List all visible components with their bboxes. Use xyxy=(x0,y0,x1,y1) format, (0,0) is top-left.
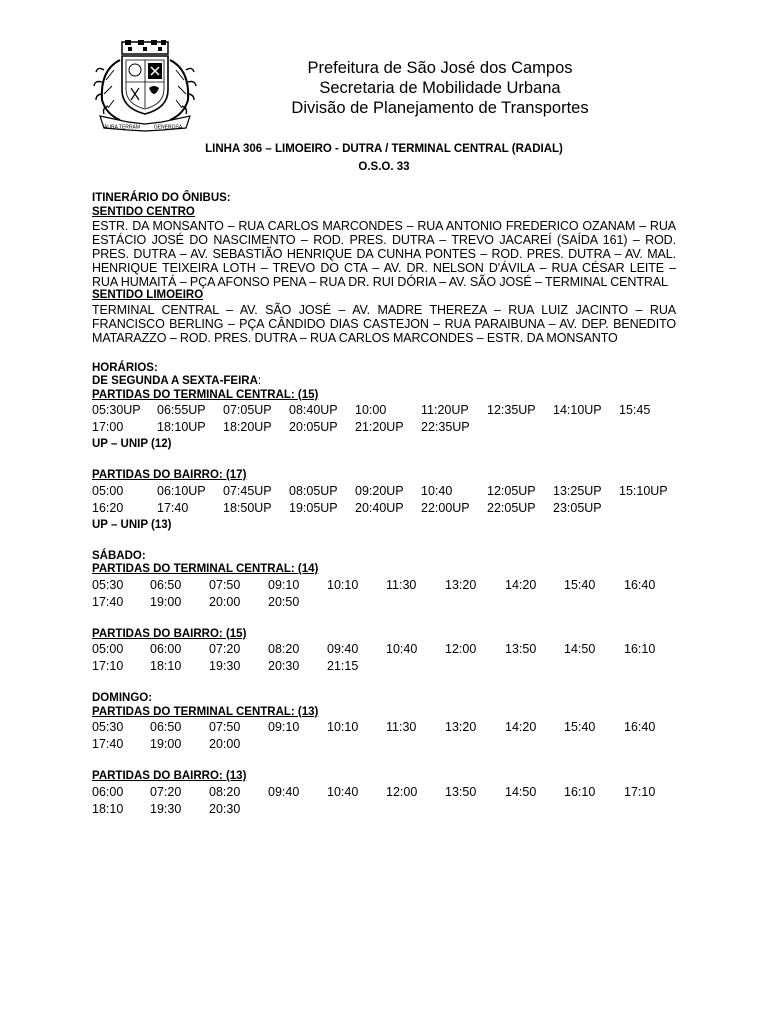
time-cell: 15:40 xyxy=(564,720,596,734)
time-row xyxy=(92,500,676,517)
time-cell: 19:05UP xyxy=(289,500,338,515)
line-title: LINHA 306 – LIMOEIRO - DUTRA / TERMINAL CENTRAL (RADIAL) xyxy=(205,143,563,155)
time-row xyxy=(92,577,676,594)
oso-number: O.S.O. 33 xyxy=(358,161,410,173)
time-cell: 13:20 xyxy=(445,577,477,592)
time-row xyxy=(92,736,676,753)
time-cell: 17:40 xyxy=(92,594,124,609)
time-cell: 16:40 xyxy=(624,577,656,592)
time-cell: 06:00 xyxy=(92,784,124,799)
time-cell: 20:05UP xyxy=(289,420,338,434)
saturday-terminal-heading: PARTIDAS DO TERMINAL CENTRAL: (14) xyxy=(92,563,319,575)
time-row xyxy=(92,719,676,736)
time-cell: 16:40 xyxy=(624,720,656,734)
time-cell: 22:00UP xyxy=(421,500,470,515)
horarios-heading: HORÁRIOS: xyxy=(92,361,158,374)
saturday-bairro-heading: PARTIDAS DO BAIRRO: (15) xyxy=(92,627,247,640)
time-cell: 18:10 xyxy=(92,801,124,816)
time-cell: 20:30 xyxy=(268,659,300,673)
sentido-limoeiro-heading: SENTIDO LIMOEIRO xyxy=(92,289,204,301)
time-row xyxy=(92,483,676,500)
time-cell: 07:05UP xyxy=(223,403,272,417)
time-cell: 06:50 xyxy=(150,720,182,734)
time-row xyxy=(92,784,676,801)
weekday-terminal-heading: PARTIDAS DO TERMINAL CENTRAL: (15) xyxy=(92,388,319,401)
time-cell: 20:00 xyxy=(209,737,241,751)
time-cell: 10:00 xyxy=(355,403,387,417)
time-cell: 10:10 xyxy=(327,720,359,734)
time-cell: 23:05UP xyxy=(553,500,602,515)
time-cell: 15:10UP xyxy=(619,483,668,498)
time-cell: 08:20 xyxy=(209,784,241,799)
weekday-heading-text: DE SEGUNDA A SEXTA-FEIRA xyxy=(92,375,258,387)
time-cell: 07:50 xyxy=(209,720,241,734)
time-cell: 13:25UP xyxy=(553,483,602,498)
time-cell: 14:10UP xyxy=(553,403,602,417)
time-cell: 10:10 xyxy=(327,577,359,592)
time-cell: 09:10 xyxy=(268,720,300,734)
time-cell: 11:20UP xyxy=(421,403,469,417)
time-cell: 22:35UP xyxy=(421,420,470,434)
weekday-heading-colon: : xyxy=(257,375,262,387)
time-cell: 08:05UP xyxy=(289,483,338,498)
sunday-terminal-heading: PARTIDAS DO TERMINAL CENTRAL: (13) xyxy=(92,705,319,718)
time-cell: 21:20UP xyxy=(355,420,404,434)
time-cell: 20:50 xyxy=(268,594,300,609)
sunday-heading: DOMINGO: xyxy=(92,692,153,704)
itinerary-heading: ITINERÁRIO DO ÔNIBUS: xyxy=(92,192,231,204)
time-cell: 14:20 xyxy=(505,720,537,734)
time-cell: 17:10 xyxy=(92,659,124,673)
time-cell: 08:40UP xyxy=(289,403,338,417)
time-cell: 16:10 xyxy=(624,642,656,656)
time-cell: 06:00 xyxy=(150,642,182,656)
crest-motto-right: GENEROSA xyxy=(153,124,183,131)
time-cell: 15:40 xyxy=(564,577,596,592)
weekday-terminal-note: UP – UNIP (12) xyxy=(92,438,172,450)
time-cell: 10:40 xyxy=(421,483,453,498)
time-cell: 09:10 xyxy=(268,577,300,592)
sentido-centro-route: ESTR. DA MONSANTO – RUA CARLOS MARCONDES – RUA ANTONIO FREDERICO OZANAM – RUA ESTÁCIO JOSÉ DO NASCIMENTO – ROD. PRES. DUTRA – TREVO JACAREÍ (SAÍDA 161) – ROD. PRES. DUTRA – AV. SEBASTIÃO HENRIQUE DA CUNHA PONTES – ROD. PRES. DUTRA – AV. MAL. HENRIQUE TEIXEIRA LOTH – TREVO DO CTA – AV. DR. NELSON D'ÁVILA – RUA CÉSAR LEITE – RUA HUMAITÁ – PÇA AFONSO PENA – RUA DR. RUI DÓRIA – AV. SÃO JOSÉ – TERMINAL CENTRAL xyxy=(92,219,676,289)
time-cell: 05:00 xyxy=(92,642,124,656)
time-cell: 11:30 xyxy=(386,720,417,734)
document-body xyxy=(92,192,676,818)
time-cell: 10:40 xyxy=(327,784,359,799)
time-cell: 07:20 xyxy=(209,642,241,656)
time-cell: 07:50 xyxy=(209,577,241,592)
time-cell: 19:00 xyxy=(150,594,182,609)
time-cell: 17:40 xyxy=(157,500,189,515)
municipal-crest-logo xyxy=(92,40,198,132)
time-cell: 13:20 xyxy=(445,720,477,734)
time-cell: 07:20 xyxy=(150,784,182,799)
time-cell: 14:50 xyxy=(505,784,537,799)
time-cell: 12:05UP xyxy=(487,483,536,498)
time-cell: 14:50 xyxy=(564,642,596,656)
page-header xyxy=(200,58,680,118)
crest-motto-left: AURA TERRAM xyxy=(103,124,141,131)
time-cell: 18:20UP xyxy=(223,420,272,434)
time-cell: 10:40 xyxy=(386,642,418,656)
time-cell: 12:00 xyxy=(445,642,477,656)
header-secretaria: Secretaria de Mobilidade Urbana xyxy=(319,79,561,97)
sunday-bairro-heading: PARTIDAS DO BAIRRO: (13) xyxy=(92,770,247,782)
time-row xyxy=(92,801,676,818)
time-row xyxy=(92,402,676,419)
weekday-bairro-heading: PARTIDAS DO BAIRRO: (17) xyxy=(92,469,247,481)
time-cell: 16:20 xyxy=(92,500,124,515)
sentido-limoeiro-route: TERMINAL CENTRAL – AV. SÃO JOSÉ – AV. MADRE THEREZA – RUA LUIZ JACINTO – RUA FRANCISCO BERLING – PÇA CÂNDIDO DIAS CASTEJON – RUA PARAIBUNA – AV. DEP. BENEDITO MATARAZZO – ROD. PRES. DUTRA – RUA CARLOS MARCONDES – ESTR. DA MONSANTO xyxy=(92,302,676,345)
time-cell: 17:40 xyxy=(92,737,124,751)
time-cell: 09:40 xyxy=(268,784,300,799)
time-cell: 09:20UP xyxy=(355,483,404,498)
header-prefeitura: Prefeitura de São José dos Campos xyxy=(307,59,573,77)
time-cell: 16:10 xyxy=(564,784,596,799)
time-cell: 15:45 xyxy=(619,403,651,417)
time-row xyxy=(92,419,676,436)
time-cell: 20:40UP xyxy=(355,500,404,515)
time-cell: 09:40 xyxy=(327,642,359,656)
time-cell: 12:35UP xyxy=(487,403,536,417)
time-cell: 07:45UP xyxy=(223,483,272,498)
time-cell: 18:10UP xyxy=(157,420,206,434)
time-cell: 19:30 xyxy=(209,659,241,673)
time-cell: 14:20 xyxy=(505,577,537,592)
time-cell: 18:50UP xyxy=(223,500,272,515)
time-cell: 08:20 xyxy=(268,642,300,656)
time-cell: 18:10 xyxy=(150,659,182,673)
time-cell: 05:30 xyxy=(92,720,124,734)
time-cell: 21:15 xyxy=(327,659,359,673)
time-cell: 22:05UP xyxy=(487,500,536,515)
sentido-centro-heading: SENTIDO CENTRO xyxy=(92,205,195,218)
time-cell: 05:30 xyxy=(92,577,124,592)
time-cell: 17:10 xyxy=(624,784,656,799)
time-row xyxy=(92,594,676,611)
line-title-block xyxy=(92,140,676,176)
time-cell: 06:55UP xyxy=(157,403,206,417)
time-cell: 12:00 xyxy=(386,784,418,799)
time-row xyxy=(92,641,676,658)
weekday-heading xyxy=(92,375,676,389)
saturday-heading: SÁBADO: xyxy=(92,549,146,562)
header-divisao: Divisão de Planejamento de Transportes xyxy=(291,99,589,117)
time-cell: 06:50 xyxy=(150,577,182,592)
weekday-bairro-note: UP – UNIP (13) xyxy=(92,518,172,531)
time-cell: 05:00 xyxy=(92,483,124,498)
time-cell: 05:30UP xyxy=(92,403,141,417)
time-cell: 17:00 xyxy=(92,420,124,434)
time-cell: 11:30 xyxy=(386,577,417,592)
time-cell: 19:30 xyxy=(150,801,182,816)
time-cell: 20:00 xyxy=(209,594,241,609)
time-cell: 13:50 xyxy=(505,642,537,656)
time-cell: 20:30 xyxy=(209,801,241,816)
time-cell: 06:10UP xyxy=(157,483,206,498)
time-row xyxy=(92,658,676,675)
time-cell: 13:50 xyxy=(445,784,477,799)
time-cell: 19:00 xyxy=(150,737,182,751)
